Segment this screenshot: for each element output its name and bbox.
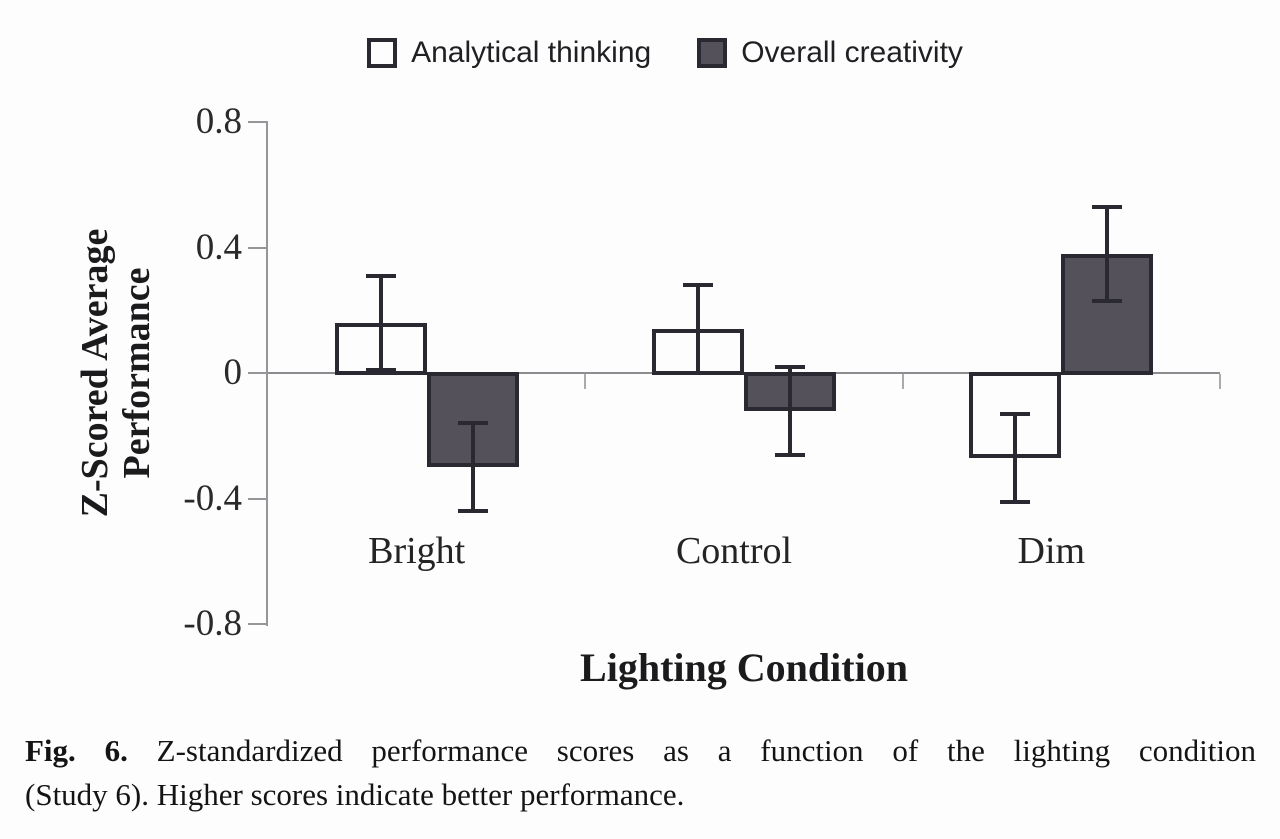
y-tick: [248, 372, 266, 374]
y-tick-label: 0.8: [195, 101, 242, 142]
y-axis-title-line2: Performance: [116, 267, 158, 479]
error-bar-creativity-control-line: [788, 367, 792, 455]
error-bar-analytical-bright-cap-bottom: [366, 368, 396, 372]
y-tick: [248, 623, 266, 625]
filled-square-swatch-icon: [697, 38, 727, 68]
caption-figure-number: Fig. 6.: [25, 733, 128, 768]
open-square-swatch-icon: [367, 38, 397, 68]
error-bar-analytical-control-cap-top: [683, 283, 713, 287]
error-bar-analytical-bright-cap-top: [366, 274, 396, 278]
y-tick: [248, 121, 266, 123]
caption-line1-text: Z-standardized performance scores as a function of the lighting condition: [156, 733, 1257, 768]
y-tick-label: 0: [223, 352, 242, 393]
error-bar-analytical-control-cap-bottom: [683, 371, 713, 375]
category-label-control: Control: [675, 530, 793, 572]
error-bar-analytical-dim-cap-top: [1000, 412, 1030, 416]
chart-legend: [0, 36, 1280, 70]
legend-label: Analytical thinking: [411, 36, 652, 69]
legend-label: Overall creativity: [741, 36, 963, 69]
x-tick: [1219, 374, 1221, 389]
error-bar-creativity-dim-cap-bottom: [1092, 299, 1122, 303]
x-tick: [902, 374, 904, 389]
legend-item-overall-creativity: [697, 36, 963, 70]
y-tick-label: -0.8: [183, 603, 242, 644]
error-bar-creativity-bright-cap-bottom: [458, 509, 488, 513]
error-bar-analytical-dim-line: [1013, 414, 1017, 502]
category-label-dim: Dim: [1017, 530, 1086, 572]
error-bar-analytical-bright-line: [379, 276, 383, 370]
figure-caption: [25, 729, 1256, 817]
error-bar-creativity-dim-line: [1105, 207, 1109, 301]
error-bar-creativity-control-cap-top: [775, 365, 805, 369]
error-bar-analytical-control-line: [696, 285, 700, 373]
error-bar-creativity-bright-cap-top: [458, 421, 488, 425]
y-tick: [248, 247, 266, 249]
caption-line1: [25, 729, 1256, 773]
error-bar-creativity-dim-cap-top: [1092, 205, 1122, 209]
y-axis-title-line1: Z-Scored Average: [74, 228, 116, 518]
error-bar-creativity-bright-line: [471, 423, 475, 511]
category-label-bright: Bright: [368, 530, 466, 572]
x-axis-title: Lighting Condition: [580, 645, 908, 690]
caption-line2: (Study 6). Higher scores indicate better performance.: [25, 777, 685, 812]
y-tick-label: 0.4: [195, 226, 242, 268]
y-tick: [248, 498, 266, 500]
legend-item-analytical-thinking: [367, 36, 651, 70]
error-bar-creativity-control-cap-bottom: [775, 453, 805, 457]
y-tick-label: -0.4: [183, 477, 242, 519]
error-bar-analytical-dim-cap-bottom: [1000, 500, 1030, 504]
x-tick: [584, 374, 586, 389]
